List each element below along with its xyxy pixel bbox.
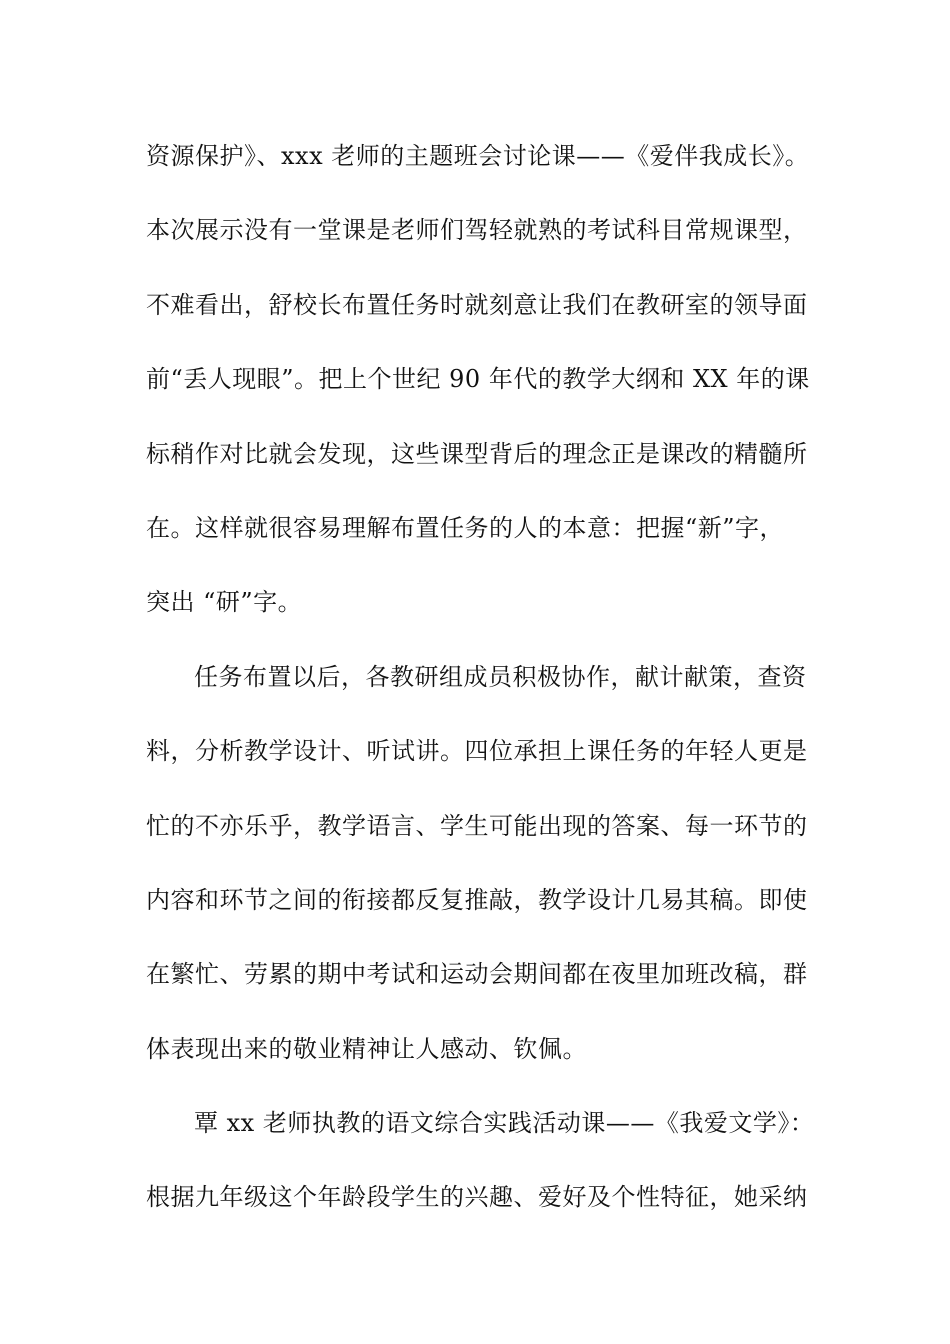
text-line: 忙的不亦乐乎，教学语言、学生可能出现的答案、每一环节的 [146, 811, 808, 840]
text-line: 根据九年级这个年龄段学生的兴趣、爱好及个性特征，她采纳 [146, 1183, 808, 1212]
text-line: 前“丢人现眼”。把上个世纪 90 年代的教学大纲和 XX 年的课 [146, 365, 810, 394]
text-line: 内容和环节之间的衔接都反复推敲，教学设计几易其稿。即使 [146, 885, 808, 914]
text-line: 本次展示没有一堂课是老师们驾轻就熟的考试科目常规课型， [146, 216, 808, 245]
text-line: 资源保护》、xxx 老师的主题班会讨论课——《爱伴我成长》。 [146, 142, 810, 170]
text-line: 在繁忙、劳累的期中考试和运动会期间都在夜里加班改稿，群 [146, 960, 808, 989]
text-line: 料，分析教学设计、听试讲。四位承担上课任务的年轻人更是 [146, 737, 808, 766]
text-line: 不难看出，舒校长布置任务时就刻意让我们在教研室的领导面 [146, 290, 808, 319]
body-text [146, 126, 826, 1242]
text-line: 突出 “研”字。 [146, 588, 303, 617]
text-line: 体表现出来的敬业精神让人感动、钦佩。 [146, 1034, 587, 1063]
text-line: 标稍作对比就会发现，这些课型背后的理念正是课改的精髓所 [146, 439, 808, 468]
paragraph-first-line: 覃 xx 老师执教的语文综合实践活动课——《我爱文学》： [194, 1109, 815, 1138]
text-line: 在。这样就很容易理解布置任务的人的本意：把握“新”字， [146, 513, 785, 542]
paragraph-first-line: 任务布置以后，各教研组成员积极协作，献计献策，查资 [194, 662, 807, 691]
